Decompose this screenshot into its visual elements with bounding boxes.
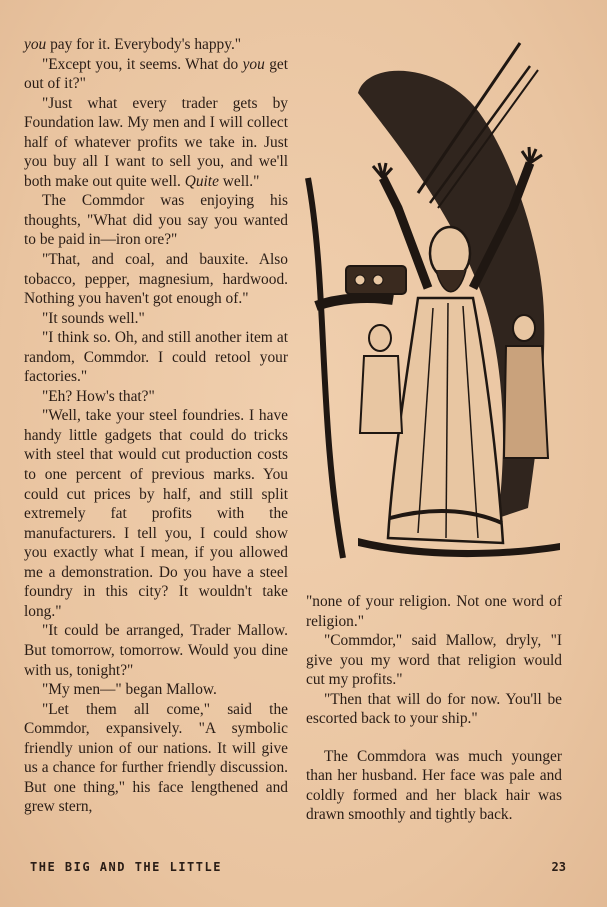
running-title: THE BIG AND THE LITTLE	[30, 860, 222, 874]
paragraph: The Commdora was much younger than her husband. Her face was pale and coldly formed and her black hair was drawn smoothly and tightly back.	[306, 747, 562, 824]
device-knob	[373, 275, 383, 285]
paragraph: "My men—" began Mallow.	[42, 681, 217, 699]
paragraph: "It sounds well."	[42, 309, 145, 327]
priest-beard	[436, 270, 466, 292]
paragraph: The Commdor was enjoying his thoughts, "What did you say you wanted to be paid in—iron ore?"	[24, 192, 288, 249]
guard-body-right	[504, 346, 548, 458]
curtain-edge	[308, 178, 343, 558]
paragraph: "none of your religion. Not one word of religion."	[306, 593, 562, 630]
paragraph: "Eh? How's that?"	[42, 387, 155, 405]
priest-hand-left	[373, 163, 392, 178]
paragraph: "It could be arranged, Trader Mallow. But tomorrow, tomorrow. Would you dine with us, tonight?"	[24, 622, 288, 679]
right-text-column	[306, 592, 562, 825]
paragraph-text: "Just what every trader gets by Foundation law. My men and I will collect half of whatever profits we take in. Just you buy all I want to sell you, and we'll both make out quite well.	[24, 94, 288, 190]
paragraph: "Well, take your steel foundries. I have handy little gadgets that could do tricks with steel that would cut production costs to one percent of previous marks. You could cut prices by half, and still split extremely fat profits with the manufacturers. I tell you, I could show you exactly what I mean, if you allowed me a demonstration. Do you have a steel foundry in this city? It wouldn't take long."	[24, 407, 288, 620]
page-footer	[30, 860, 566, 880]
guard-body-left	[360, 356, 402, 433]
left-text-column	[24, 35, 288, 817]
emphasis: Quite	[184, 172, 219, 190]
paragraph-text: get out of it?"	[24, 55, 288, 93]
page-number: 23	[551, 860, 566, 874]
outstretched-arm	[316, 298, 393, 306]
paragraph: "Commdor," said Mallow, dryly, "I give you my word that religion would cut my profits."	[306, 632, 562, 689]
guard-head-right	[513, 315, 535, 341]
illustration	[298, 38, 570, 583]
guard-head-left	[369, 325, 391, 351]
device-knob	[355, 275, 365, 285]
paragraph-text: "Except you, it seems. What do	[42, 55, 243, 73]
paragraph	[24, 35, 288, 55]
paragraph-text: well."	[218, 172, 260, 190]
priest-hand-right	[522, 147, 542, 163]
paragraph: "Then that will do for now. You'll be escorted back to your ship."	[306, 690, 562, 728]
paragraph: "I think so. Oh, and still another item at random, Commdor. I could retool your factories."	[24, 329, 288, 386]
paragraph-text: pay for it. Everybody's happy."	[46, 36, 242, 53]
emphasis: you	[24, 36, 47, 53]
paragraph: "That, and coal, and bauxite. Also tobacco, pepper, magnesium, hardwood. Nothing you haven't got enough of."	[24, 251, 288, 308]
paragraph	[24, 55, 288, 94]
emphasis: you	[242, 55, 265, 73]
paragraph: "Let them all come," said the Commdor, expansively. "A symbolic friendly union of our nations. It will give us a chance for further friendly discussion. But one thing," his face lengthened and grew stern,	[24, 700, 288, 816]
priest-robe	[388, 298, 503, 543]
paragraph	[24, 94, 288, 192]
